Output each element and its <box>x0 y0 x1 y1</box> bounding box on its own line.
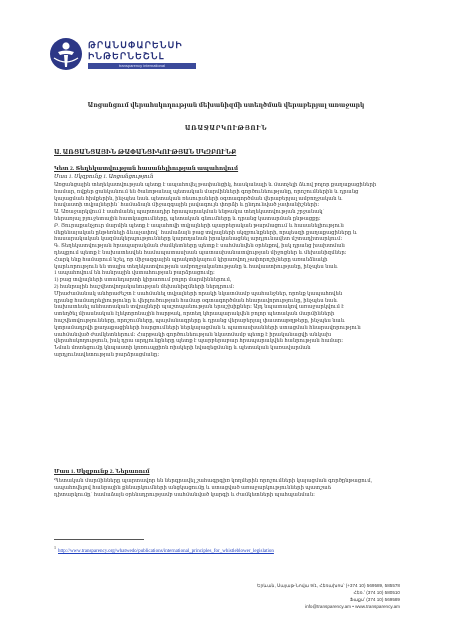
body-line: հավաստի տվյալներին՝ համաձայն միջազգային լավագույն փորձի և ընդունված չափանիշների։ <box>54 202 320 209</box>
body-line: կարևորություն են տալիս տեղեկատվության ամբողջականությանը և հավաստիությանը, ինչպես նաև <box>54 263 338 270</box>
block1-body <box>54 182 400 359</box>
footnote-link[interactable]: http://www.transparency.org/whatwedo/publications/international_principles_for_whistleblower_legislation <box>58 548 274 554</box>
body-line: սահմանված ժամկետներում։ Հարթակի գործունեության նկատմամբ պետք է իրականացվի անկախ <box>54 331 332 338</box>
footnote <box>54 545 274 554</box>
section-heading: Ա. ԱՌՑԱՆՑԱՅԻՆ ԹԱՓԱՆՑԻԿՈՒԹՅԱՆ ՍԿԶԲՈՒՆՔ <box>54 150 237 156</box>
contact-fax: Ֆաքս՝ (374 10) 569589 <box>349 597 400 602</box>
body-line: Ա. Առաջարկվում է սահմանել պարտադիր հրապարակման ենթակա տեղեկատվության շրջանակ՝ <box>54 209 325 216</box>
body-line: Պետական մարմինները պարտավոր են ներգրավել շահագրգիռ կողմերին որոշումների կայացման գործընթացում, <box>54 478 372 484</box>
contact-web[interactable]: info@transparency.am • www.transparency.am <box>305 604 400 609</box>
organization-logo <box>48 36 198 76</box>
block1-subheading: Մաս 1. Սկզբունք 1. Առցանցություն <box>54 174 154 180</box>
body-line: կտրամադրվի քաղաքացիների հարցումների ներկայացման և պատասխանների ստացման հնարավորություն <box>54 324 361 331</box>
body-line: ստեղծել միասնական էլեկտրոնային հարթակ, որտեղ կհրապարակվեն բոլոր պետական մարմինների <box>54 311 335 318</box>
body-line: Հարկ ենք համարում նշել, որ միջազգային պրակտիկայում կիրառվող չափորոշիչները առանձնակի <box>54 256 328 263</box>
body-line: Առցանցային տեղեկատվության պետք է ապահովել թափանցիկ, հասկանալի և մատչելի ձևով բոլոր քաղաքացիների <box>54 182 377 188</box>
body-line: համար, ովքեր ցանկանում են ծանոթանալ պետական մարմինների գործունեությանը, որոշումներին և դրանց <box>54 188 359 195</box>
footnote-divider <box>54 539 144 540</box>
block1-heading: Կետ 2. Տեղեկատվության հասանելիության ապահովում <box>54 166 239 172</box>
body-line: Նման մոտեցումը կնպաստի կոռուպցիոն ռիսկերի նվազեցմանը և պետական կառավարման <box>54 345 311 352</box>
body-line: 1) բաց տվյալների ստանդարտի կիրառում բոլոր մարմիններում, <box>54 277 232 284</box>
body-line: հասարակական կազմակերպությունները կարողանան իրականացնել արդյունավետ մշտադիտարկում։ <box>54 236 343 243</box>
body-line: դեպքում պետք է նախատեսվեն համապատասխան պատասխանատվության միջոցներ և մեխանիզմներ։ <box>54 249 347 256</box>
body-line: Միաժամանակ անհրաժեշտ է սահմանել տվյալների որակի նկատմամբ պահանջներ, որոնք կապահովեն <box>54 290 343 297</box>
body-line: դիտարկումը՝ համաձայն օրենսդրությամբ սահմանված կարգի և ժամկետների պահպանման։ <box>54 491 315 498</box>
block2-body <box>54 478 400 498</box>
logo-tagline-bar: transparency international <box>88 63 196 69</box>
logo-globe-icon <box>48 36 84 72</box>
contact-address: Երևան, Սայաթ-Նովա 9/1, Հեռախոս՝ (+374 10) 569589, 585578 <box>257 583 400 588</box>
logo-text-line1: ԹՐԱՆՍՓԱՐԵՆՍԻ <box>88 40 183 50</box>
logo-text-line2: ԻՆԹԵՐՆԵՇՆԼ <box>88 51 165 61</box>
body-line: արդյունավետության բարձրացմանը։ <box>54 351 160 358</box>
body-line: կայացման հիմքերին, ինչպես նաև պետական ռեսուրսների օգտագործման վերաբերյալ ամբողջական և <box>54 195 343 202</box>
body-line: 2) հանրային հաշվետվողականության մեխանիզմների ներդրում։ <box>54 283 235 290</box>
contact-phone: Հեռ.՝ (374 10) 580510 <box>353 590 400 595</box>
body-line: դրանց համադրելիությունը և վերլուծության համար օգտագործման հնարավորությունը, ինչպես նաև <box>54 297 338 304</box>
footnote-number: 1 <box>54 545 56 550</box>
body-line: 1 ապահովում են հանրային վստահության բարձրացումը։ <box>54 270 215 277</box>
body-line: նախատեսել անհատական տվյալների պաշտպանության երաշխիքներ։ Այդ նպատակով առաջարկվում է <box>54 304 344 311</box>
block2-heading: Մաս 1. Սկզբունք 2. Ներառում <box>54 469 150 475</box>
document-title: Առցանցում վերահսկողության մեխանիզմի ստեղծման վերաբերյալ առաջարկ <box>87 103 365 109</box>
body-line: Բ. Յուրաքանչյուր մարմին պետք է ապահովի տվյալների պարբերական թարմացում և հասանելիություն <box>54 222 344 229</box>
body-line: վերահսկողություն, իսկ դրա արդյունքները պետք է պարբերաբար հրապարակվեն հանրության համար։ <box>54 338 344 345</box>
document-subtitle: ԱՌԱՋԱՐԿՈՒԹՅՈՒՆ <box>184 126 268 132</box>
body-line: Գ. Տեղեկատվության հրապարակման ժամկետները պետք է սահմանվեն օրենքով, իսկ դրանց խախտման <box>54 243 345 250</box>
body-line: մեքենայական ընթեռնելի ձևաչափով՝ համաձայն բաց տվյալների սկզբունքների, որպեսզի քաղաքացիները և <box>54 229 357 236</box>
body-line: ներառյալ բյուջետային հատկացումները, պետական գնումները և դրանց կատարման ընթացքը։ <box>54 215 321 222</box>
body-line: ապահովելով հանրային քննարկումների անցկացումը և ստացված առաջարկությունների պատշաճ <box>54 484 332 491</box>
body-line: հաշվետվությունները, որոշումները, պայմանագրերը և դրանց վերաբերյալ փաստաթղթերը, ինչպես նաև <box>54 317 345 324</box>
